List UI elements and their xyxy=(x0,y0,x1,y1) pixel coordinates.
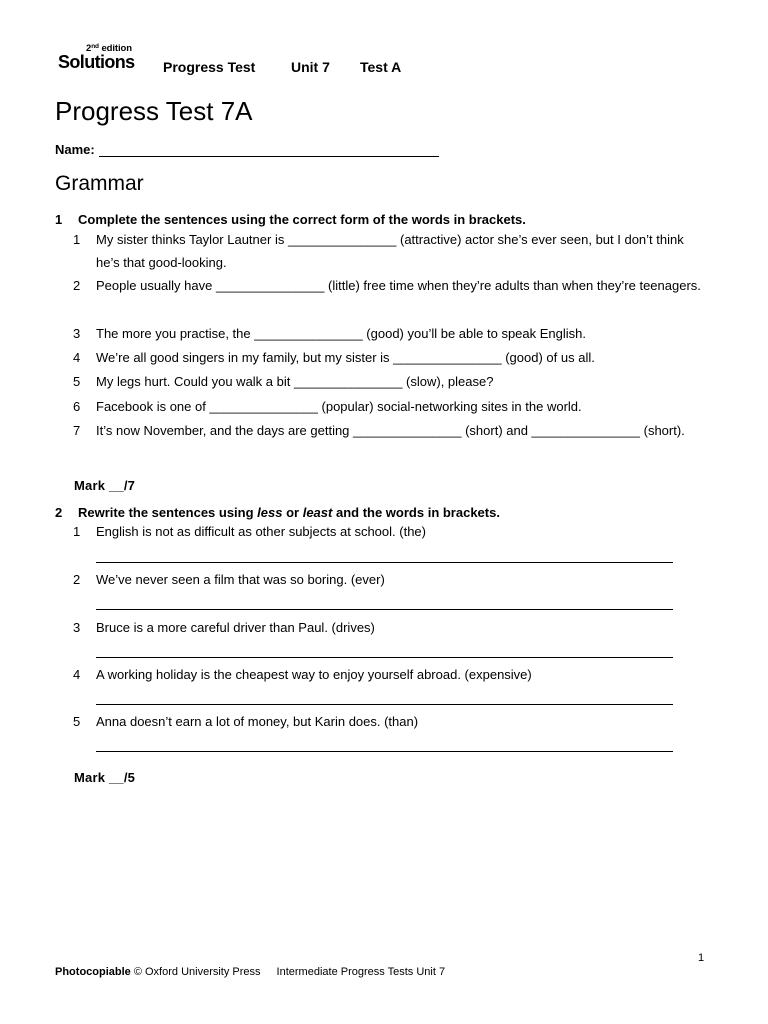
answer-line[interactable] xyxy=(96,751,673,752)
page-footer xyxy=(55,966,445,978)
header-progress-test: Progress Test xyxy=(163,59,256,75)
item-text: A working holiday is the cheapest way to enjoy yourself abroad. (expensive) xyxy=(96,667,532,682)
exercise-1-item xyxy=(55,322,705,345)
item-number: 4 xyxy=(73,350,81,365)
exercise-1-item xyxy=(55,419,705,442)
item-text: People usually have _______________ (little) free time when they’re adults than when they’re teenagers. xyxy=(96,278,701,293)
exercise-1-instruction-text: Complete the sentences using the correct form of the words in brackets. xyxy=(78,212,526,227)
item-number: 2 xyxy=(73,572,81,587)
item-text: Bruce is a more careful driver than Paul. (drives) xyxy=(96,620,375,635)
item-text: We’ve never seen a film that was so boring. (ever) xyxy=(96,572,385,587)
keyword-less: less xyxy=(257,505,283,520)
page-title: Progress Test 7A xyxy=(55,96,253,126)
footer-description: Intermediate Progress Tests Unit 7 xyxy=(276,966,446,978)
item-text: It’s now November, and the days are getting _______________ (short) and _______________ (short). xyxy=(96,423,685,438)
item-text: Facebook is one of _______________ (popular) social-networking sites in the world. xyxy=(96,399,582,414)
item-text: The more you practise, the _______________ (good) you’ll be able to speak English. xyxy=(96,326,586,341)
header-unit: Unit 7 xyxy=(291,59,330,75)
item-number: 5 xyxy=(73,374,81,389)
answer-line[interactable] xyxy=(96,609,673,610)
section-heading: Grammar xyxy=(55,172,144,195)
name-row xyxy=(55,142,439,157)
exercise-2-item xyxy=(55,710,705,733)
exercise-1-item xyxy=(55,370,705,393)
name-input-line[interactable] xyxy=(99,143,439,157)
logo-text: Solutions xyxy=(58,52,135,72)
item-number: 2 xyxy=(73,278,81,293)
item-text: Anna doesn’t earn a lot of money, but Karin does. (than) xyxy=(96,714,419,729)
item-number: 6 xyxy=(73,399,81,414)
exercise-2-item xyxy=(55,616,705,639)
header-test: Test A xyxy=(360,59,402,75)
exercise-2-mark: Mark __/5 xyxy=(74,770,136,785)
name-label: Name: xyxy=(55,142,95,157)
exercise-1-mark: Mark __/7 xyxy=(74,478,136,493)
solutions-logo xyxy=(58,42,144,74)
item-number: 1 xyxy=(73,232,81,247)
keyword-least: least xyxy=(302,505,333,520)
item-number: 3 xyxy=(73,620,81,635)
exercise-2-item xyxy=(55,520,705,543)
exercise-2-instruction: 2 Rewrite the sentences using less or least and the words in brackets. xyxy=(55,505,500,520)
page-header xyxy=(58,42,658,82)
answer-line[interactable] xyxy=(96,704,673,705)
answer-line[interactable] xyxy=(96,657,673,658)
answer-line[interactable] xyxy=(96,562,673,563)
footer-publisher: © Oxford University Press xyxy=(133,966,261,978)
exercise-1-item xyxy=(55,346,705,369)
logo-edition: 2nd edition xyxy=(86,43,132,54)
item-text: We’re all good singers in my family, but my sister is _______________ (good) of us all. xyxy=(96,350,595,365)
item-number: 3 xyxy=(73,326,81,341)
item-number: 4 xyxy=(73,667,81,682)
exercise-1-item xyxy=(55,228,705,274)
exercise-1-instruction xyxy=(55,212,526,227)
exercise-1-item xyxy=(55,395,705,418)
item-number: 1 xyxy=(73,524,81,539)
footer-photocopiable: Photocopiable xyxy=(55,966,131,978)
exercise-2-number: 2 xyxy=(55,505,63,520)
item-number: 7 xyxy=(73,423,81,438)
item-text: My sister thinks Taylor Lautner is _______________ (attractive) actor she’s ever seen, but I don’t think he’s that good-looking. xyxy=(96,232,684,270)
item-number: 5 xyxy=(73,714,81,729)
page-number: 1 xyxy=(698,952,705,964)
item-text: English is not as difficult as other subjects at school. (the) xyxy=(96,524,426,539)
exercise-2-item xyxy=(55,568,705,591)
exercise-1-number: 1 xyxy=(55,212,63,227)
exercise-1-item xyxy=(55,274,705,297)
item-text: My legs hurt. Could you walk a bit _______________ (slow), please? xyxy=(96,374,494,389)
exercise-2-item xyxy=(55,663,705,686)
